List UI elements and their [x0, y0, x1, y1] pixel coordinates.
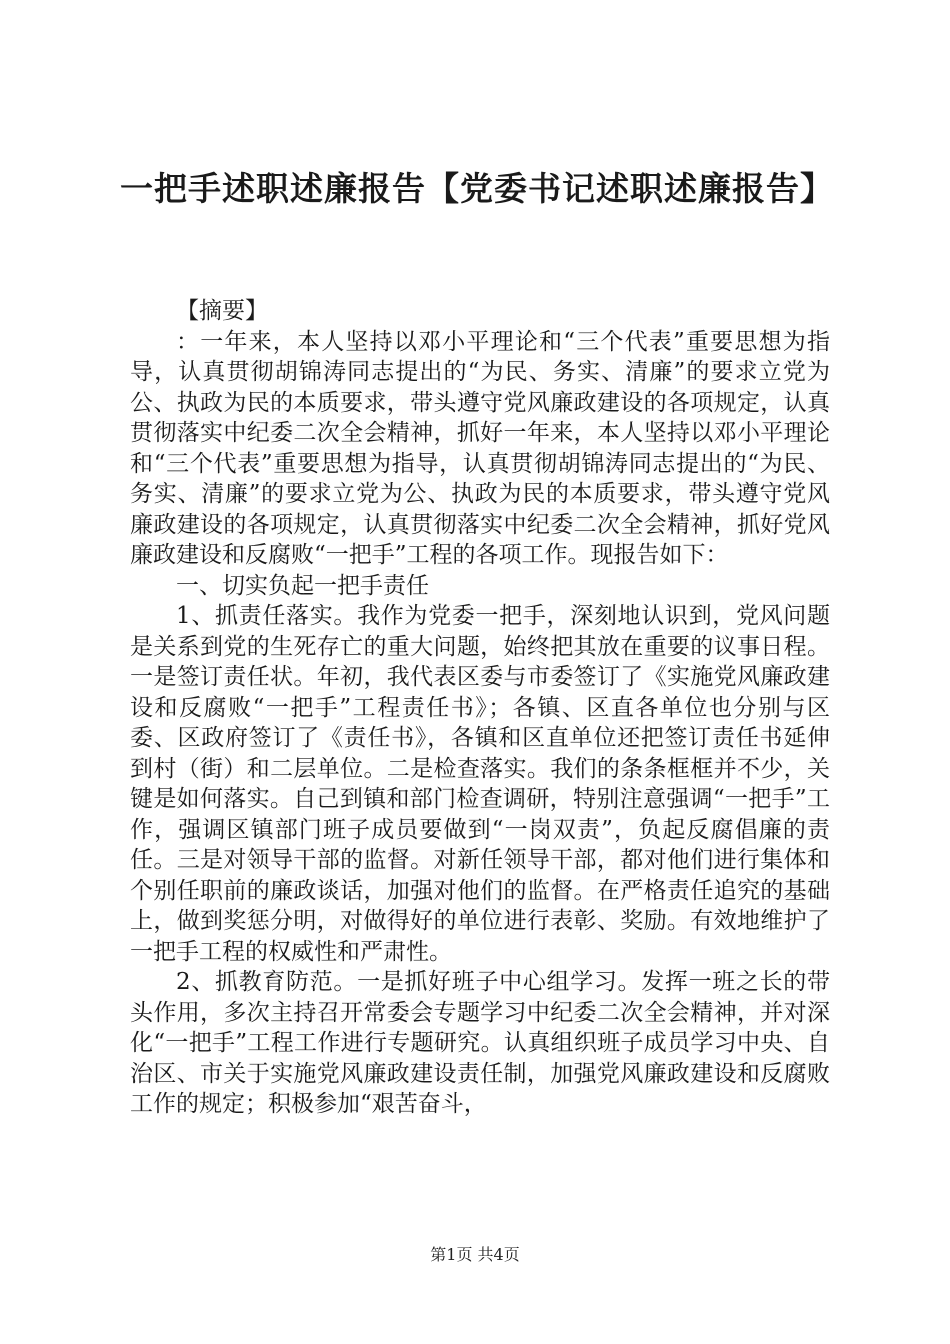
body-paragraph-1: 1、抓责任落实。我作为党委一把手，深刻地认识到，党风问题是关系到党的生死存亡的重大问题，始终把其放在重要的议事日程。一是签订责任状。年初，我代表区委与市委签订了《实施党风廉政建设和反腐败“一把手”工程责任书》；各镇、区直各单位也分别与区委、区政府签订了《责任书》，各镇和区直单位还把签订责任书延伸到村（街）和二层单位。二是检查落实。我们的条条框框并不少，关键是如何落实。自己到镇和部门检查调研，特别注意强调“一把手”工作，强调区镇部门班子成员要做到“一岗双责”，负起反腐倡廉的责任。三是对领导干部的监督。对新任领导干部，都对他们进行集体和个别任职前的廉政谈话，加强对他们的监督。在严格责任追究的基础上，做到奖惩分明，对做得好的单位进行表彰、奖励。有效地维护了一把手工程的权威性和严肃性。: [130, 603, 830, 965]
body-paragraph-2: 2、抓教育防范。一是抓好班子中心组学习。发挥一班之长的带头作用，多次主持召开常委会专题学习中纪委二次全会精神，并对深化“一把手”工程工作进行专题研究。认真组织班子成员学习中央、自治区、市关于实施党风廉政建设责任制，加强党风廉政建设和反腐败工作的规定；积极参加“艰苦奋斗，: [130, 969, 830, 1117]
section-heading-1: 一、切实负起一把手责任: [176, 572, 429, 599]
page-number: 第1页 共4页: [430, 1245, 520, 1264]
document-title: 一把手述职述廉报告【党委书记述职述廉报告】: [120, 169, 834, 208]
document-body: [130, 296, 830, 1120]
abstract-paragraph: ：一年来，本人坚持以邓小平理论和“三个代表”重要思想为指导，认真贯彻胡锦涛同志提出的“为民、务实、清廉”的要求立党为公、执政为民的本质要求，带头遵守党风廉政建设的各项规定，认真贯彻落实中纪委二次全会精神，抓好一年来，本人坚持以邓小平理论和“三个代表”重要思想为指导，认真贯彻胡锦涛同志提出的“为民、务实、清廉”的要求立党为公、执政为民的本质要求，带头遵守党风廉政建设的各项规定，认真贯彻落实中纪委二次全会精神，抓好党风廉政建设和反腐败“一把手”工程的各项工作。现报告如下：: [130, 328, 830, 568]
abstract-label: 【摘要】: [176, 298, 268, 324]
